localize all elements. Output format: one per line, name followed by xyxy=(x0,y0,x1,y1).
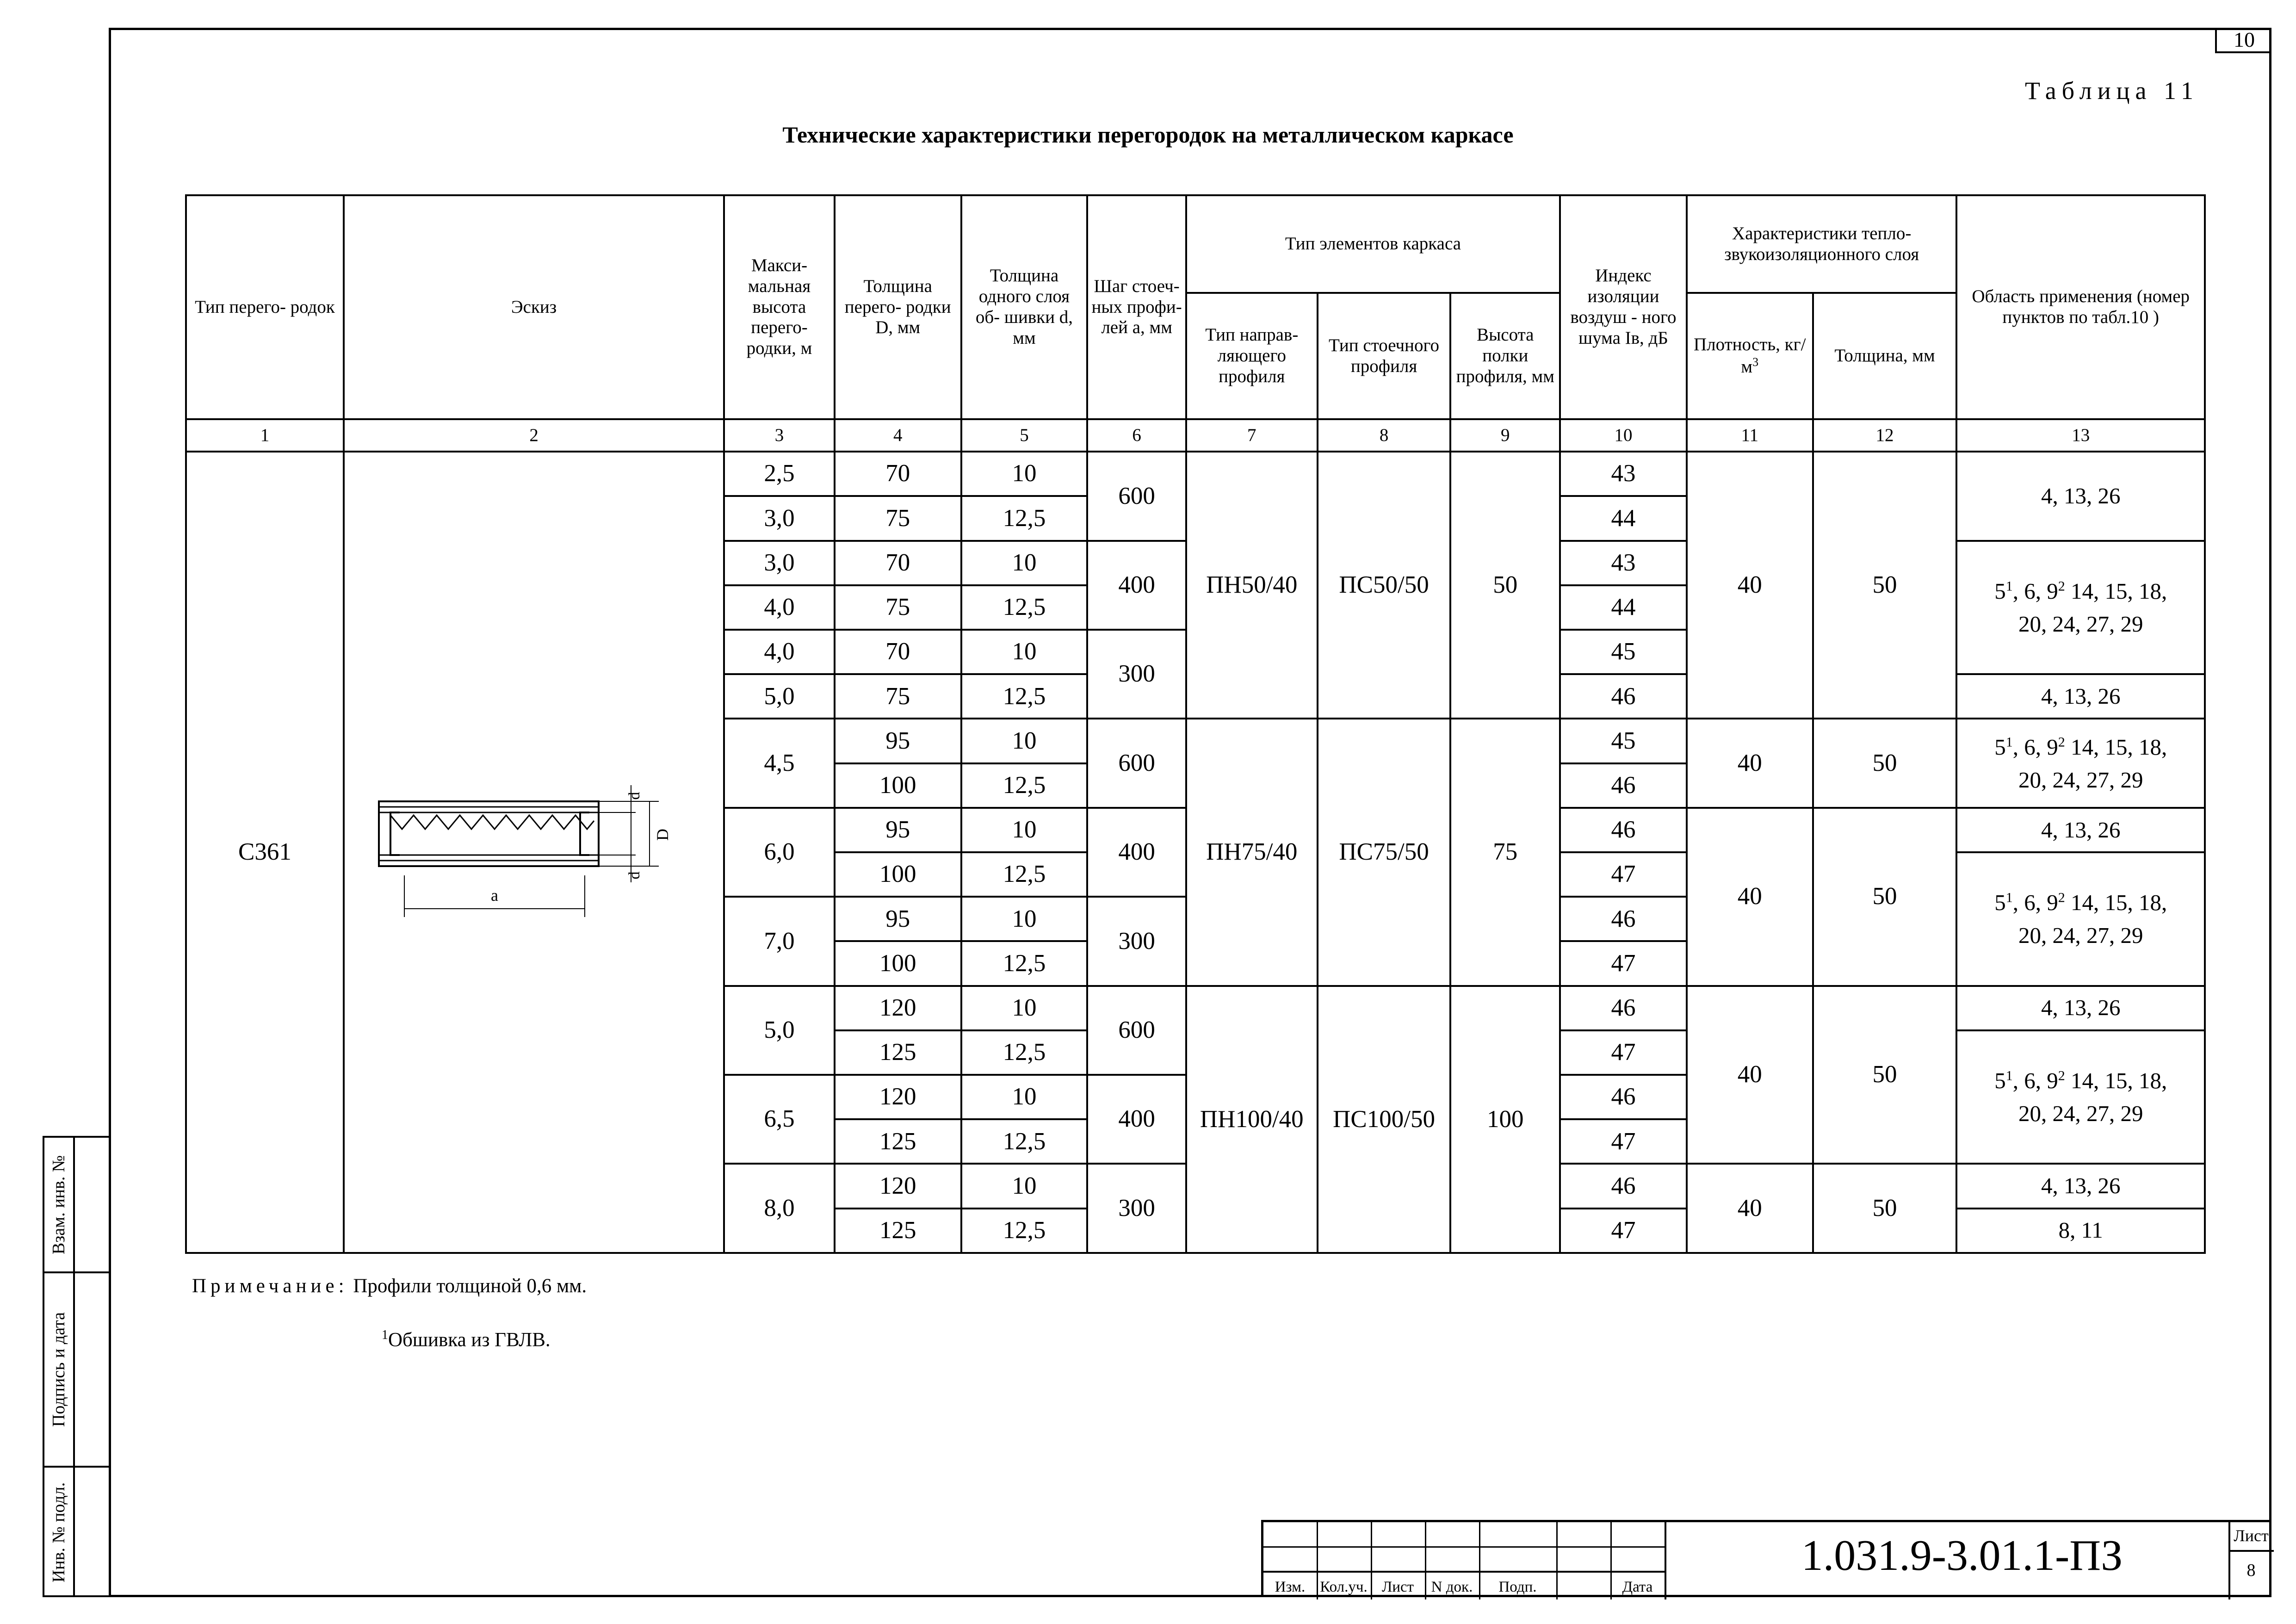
thickness-cell: 70 xyxy=(835,452,961,496)
stud-cell: ПС50/50 xyxy=(1318,452,1451,719)
layer-cell: 12,5 xyxy=(961,496,1088,540)
thickness-cell: 120 xyxy=(835,1164,961,1208)
head-application: Область применения (номер пунктов по табл.10 ) xyxy=(1956,195,2205,419)
application-cell: $5^1$, 6, $9^2$ 14, 15, 18, 20, 24, 27, 29 xyxy=(1956,719,2205,807)
height-cell: 7,0 xyxy=(724,897,835,986)
thickness-cell: 70 xyxy=(835,630,961,674)
step-cell: 300 xyxy=(1087,1164,1186,1253)
footnote xyxy=(382,1328,551,1351)
index-cell: 44 xyxy=(1560,585,1687,630)
thickness-cell: 75 xyxy=(835,674,961,719)
thickness-cell: 70 xyxy=(835,541,961,585)
layer-cell: 12,5 xyxy=(961,1119,1088,1164)
flange-cell: 50 xyxy=(1450,452,1560,719)
index-cell: 43 xyxy=(1560,541,1687,585)
table-note xyxy=(192,1275,587,1297)
col-num: 7 xyxy=(1186,419,1318,452)
thickness-cell: 120 xyxy=(835,986,961,1030)
step-cell: 600 xyxy=(1087,719,1186,807)
height-cell: 4,0 xyxy=(724,630,835,674)
stamp-caption-count: Кол.уч. xyxy=(1320,1579,1368,1595)
table-title: Технические характеристики перегородок на металлическом каркасе xyxy=(782,122,1514,148)
thickness-cell: 125 xyxy=(835,1119,961,1164)
head-type: Тип перего- родок xyxy=(186,195,344,419)
col-num: 8 xyxy=(1318,419,1451,452)
head-index: Индекс изоляции воздуш - ного шума Iв, дБ xyxy=(1560,195,1687,419)
thickness-cell: 100 xyxy=(835,941,961,986)
flange-cell: 100 xyxy=(1450,986,1560,1253)
stamp-caption-signature: Подп. xyxy=(1498,1579,1537,1595)
index-cell: 46 xyxy=(1560,763,1687,808)
density-cell: 40 xyxy=(1687,808,1813,986)
layer-cell: 10 xyxy=(961,719,1088,763)
index-cell: 46 xyxy=(1560,986,1687,1030)
index-cell: 47 xyxy=(1560,1030,1687,1075)
col-num: 12 xyxy=(1813,419,1957,452)
thickness-cell: 100 xyxy=(835,763,961,808)
flange-cell: 75 xyxy=(1450,719,1560,986)
layer-cell: 12,5 xyxy=(961,585,1088,630)
application-cell: 4, 13, 26 xyxy=(1956,674,2205,719)
density-cell: 40 xyxy=(1687,719,1813,807)
application-cell: 4, 13, 26 xyxy=(1956,986,2205,1030)
step-cell: 300 xyxy=(1087,630,1186,719)
step-cell: 300 xyxy=(1087,897,1186,986)
sheet-label: Лист xyxy=(2234,1526,2269,1545)
partition-sketch xyxy=(344,452,724,1253)
head-thickness: Толщина перего- родки D, мм xyxy=(835,195,961,419)
dim-d-top: d xyxy=(626,792,644,800)
application-cell: 4, 13, 26 xyxy=(1956,452,2205,540)
index-cell: 47 xyxy=(1560,941,1687,986)
layer-cell: 12,5 xyxy=(961,763,1088,808)
head-flange: Высота полки профиля, мм xyxy=(1450,293,1560,419)
col-num: 5 xyxy=(961,419,1088,452)
layer-cell: 10 xyxy=(961,1075,1088,1119)
stud-cell: ПС75/50 xyxy=(1318,719,1451,986)
index-cell: 46 xyxy=(1560,897,1687,941)
strip-cell-original xyxy=(44,1468,109,1597)
strip-label-replace: Взам. инв. № xyxy=(49,1155,68,1254)
layer-cell: 10 xyxy=(961,1164,1088,1208)
index-cell: 46 xyxy=(1560,674,1687,719)
footnote-text: Обшивка из ГВЛВ. xyxy=(388,1329,551,1351)
layer-cell: 10 xyxy=(961,897,1088,941)
index-cell: 45 xyxy=(1560,719,1687,763)
density-cell: 40 xyxy=(1687,986,1813,1164)
thickness-cell: 125 xyxy=(835,1209,961,1253)
col-num: 4 xyxy=(835,419,961,452)
density-cell: 40 xyxy=(1687,1164,1813,1253)
layer-cell: 12,5 xyxy=(961,852,1088,897)
thickness-cell: 95 xyxy=(835,897,961,941)
thickness-cell: 120 xyxy=(835,1075,961,1119)
dim-D: D xyxy=(653,829,672,841)
head-frame-group: Тип элементов каркаса xyxy=(1186,195,1560,293)
ins-thickness-cell: 50 xyxy=(1813,452,1957,719)
guide-cell: ПН100/40 xyxy=(1186,986,1318,1253)
head-stud: Тип стоечного профиля xyxy=(1318,293,1451,419)
head-layer: Толщина одного слоя об- шивки d, мм xyxy=(961,195,1088,419)
step-cell: 600 xyxy=(1087,452,1186,540)
height-cell: 2,5 xyxy=(724,452,835,496)
index-cell: 47 xyxy=(1560,852,1687,897)
index-cell: 46 xyxy=(1560,808,1687,852)
table-number: Таблица 11 xyxy=(2025,77,2199,105)
height-cell: 5,0 xyxy=(724,986,835,1075)
dim-a: а xyxy=(491,886,499,905)
layer-cell: 10 xyxy=(961,986,1088,1030)
height-cell: 6,0 xyxy=(724,808,835,897)
index-cell: 43 xyxy=(1560,452,1687,496)
thickness-cell: 95 xyxy=(835,719,961,763)
col-num: 10 xyxy=(1560,419,1687,452)
binding-strip xyxy=(43,1136,109,1597)
col-num: 3 xyxy=(724,419,835,452)
density-cell: 40 xyxy=(1687,452,1813,719)
head-step: Шаг стоеч- ных профи- лей а, мм xyxy=(1087,195,1186,419)
height-cell: 3,0 xyxy=(724,496,835,540)
thickness-cell: 100 xyxy=(835,852,961,897)
layer-cell: 10 xyxy=(961,630,1088,674)
height-cell: 8,0 xyxy=(724,1164,835,1253)
index-cell: 47 xyxy=(1560,1119,1687,1164)
index-cell: 44 xyxy=(1560,496,1687,540)
stamp-caption-docno: N док. xyxy=(1431,1579,1473,1595)
thickness-cell: 75 xyxy=(835,585,961,630)
guide-cell: ПН50/40 xyxy=(1186,452,1318,719)
strip-label-original: Инв. № подл. xyxy=(49,1482,68,1583)
dim-d-bottom: d xyxy=(626,871,644,880)
head-ins-thickness: Толщина, мм xyxy=(1813,293,1957,419)
index-cell: 46 xyxy=(1560,1164,1687,1208)
col-num: 6 xyxy=(1087,419,1186,452)
sheet-number: 8 xyxy=(2246,1561,2256,1580)
thickness-cell: 75 xyxy=(835,496,961,540)
step-cell: 400 xyxy=(1087,541,1186,630)
head-density: Плотность, $кг/м^3$ xyxy=(1687,293,1813,419)
step-cell: 400 xyxy=(1087,808,1186,897)
col-num: 1 xyxy=(186,419,344,452)
index-cell: 45 xyxy=(1560,630,1687,674)
height-cell: 4,0 xyxy=(724,585,835,630)
layer-cell: 10 xyxy=(961,452,1088,496)
layer-cell: 10 xyxy=(961,808,1088,852)
step-cell: 400 xyxy=(1087,1075,1186,1164)
footnote-marker: 1 xyxy=(382,1328,388,1342)
partition-section-drawing xyxy=(372,783,696,922)
stud-cell: ПС100/50 xyxy=(1318,986,1451,1253)
height-cell: 4,5 xyxy=(724,719,835,807)
note-text: Профили толщиной 0,6 мм. xyxy=(348,1275,587,1297)
layer-cell: 10 xyxy=(961,541,1088,585)
sheet-top-number: 10 xyxy=(2215,28,2271,53)
stamp-caption-sheet: Лист xyxy=(1381,1579,1414,1595)
height-cell: 3,0 xyxy=(724,541,835,585)
head-sketch: Эскиз xyxy=(344,195,724,419)
ins-thickness-cell: 50 xyxy=(1813,1164,1957,1253)
application-cell: $5^1$, 6, $9^2$ 14, 15, 18, 20, 24, 27, 29 xyxy=(1956,852,2205,986)
characteristics-table xyxy=(185,194,2206,1254)
strip-label-signature: Подпись и дата xyxy=(49,1312,68,1427)
strip-cell-signature xyxy=(44,1273,109,1468)
document-code: 1.031.9-3.01.1-ПЗ xyxy=(1801,1531,2123,1580)
height-cell: 6,5 xyxy=(724,1075,835,1164)
head-max-height: Макси- мальная высота перего- родки, м xyxy=(724,195,835,419)
layer-cell: 12,5 xyxy=(961,1030,1088,1075)
guide-cell: ПН75/40 xyxy=(1186,719,1318,986)
stamp-caption-date: Дата xyxy=(1622,1579,1653,1595)
col-num: 9 xyxy=(1450,419,1560,452)
layer-cell: 12,5 xyxy=(961,674,1088,719)
application-cell: $5^1$, 6, $9^2$ 14, 15, 18, 20, 24, 27, 29 xyxy=(1956,541,2205,675)
layer-cell: 12,5 xyxy=(961,1209,1088,1253)
application-cell: $5^1$, 6, $9^2$ 14, 15, 18, 20, 24, 27, 29 xyxy=(1956,1030,2205,1164)
application-cell: 4, 13, 26 xyxy=(1956,808,2205,852)
height-cell: 5,0 xyxy=(724,674,835,719)
ins-thickness-cell: 50 xyxy=(1813,719,1957,807)
col-num: 11 xyxy=(1687,419,1813,452)
title-block xyxy=(1261,1520,2271,1597)
application-cell: 8, 11 xyxy=(1956,1209,2205,1253)
stamp-caption-change: Изм. xyxy=(1275,1579,1306,1595)
index-cell: 47 xyxy=(1560,1209,1687,1253)
ins-thickness-cell: 50 xyxy=(1813,986,1957,1164)
head-guide: Тип направ- ляющего профиля xyxy=(1186,293,1318,419)
ins-thickness-cell: 50 xyxy=(1813,808,1957,986)
col-num: 13 xyxy=(1956,419,2205,452)
col-num: 2 xyxy=(344,419,724,452)
partition-type: С361 xyxy=(186,452,344,1253)
application-cell: 4, 13, 26 xyxy=(1956,1164,2205,1208)
note-label: Примечание: xyxy=(192,1275,348,1297)
layer-cell: 12,5 xyxy=(961,941,1088,986)
index-cell: 46 xyxy=(1560,1075,1687,1119)
head-insulation-group: Характеристики тепло-звукоизоляционного слоя xyxy=(1687,195,1957,293)
strip-cell-replace xyxy=(44,1138,109,1273)
step-cell: 600 xyxy=(1087,986,1186,1075)
thickness-cell: 95 xyxy=(835,808,961,852)
thickness-cell: 125 xyxy=(835,1030,961,1075)
